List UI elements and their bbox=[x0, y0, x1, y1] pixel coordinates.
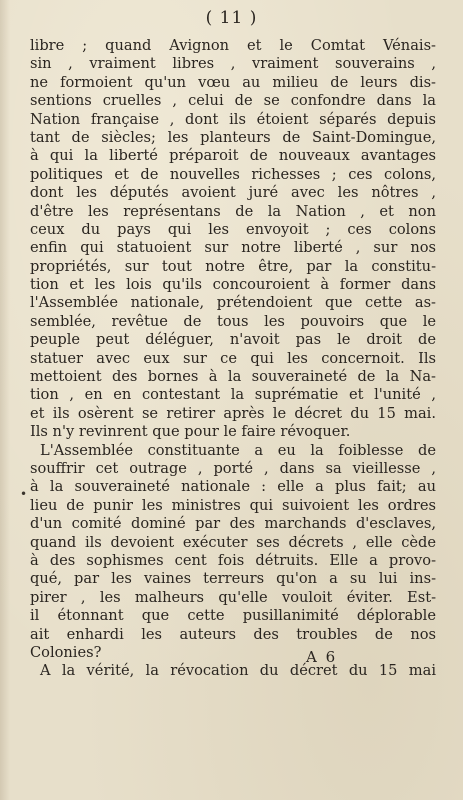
text-line: tion et les lois qu'ils concouroient à former dans bbox=[30, 276, 436, 294]
text-line: peuple peut déléguer, n'avoit pas le droit de bbox=[30, 331, 436, 349]
body-text bbox=[30, 37, 436, 681]
text-line: lieu de punir les ministres qui suivoient les ordres bbox=[30, 496, 436, 514]
text-line: pirer , les malheurs qu'elle vouloit éviter. Est- bbox=[30, 588, 436, 606]
text-line: il étonnant que cette pusillanimité déplorable bbox=[30, 607, 436, 625]
text-line: sin , vraiment libres , vraiment souverains , bbox=[30, 55, 436, 73]
text-line: et ils osèrent se retirer après le décret du 15 mai. bbox=[30, 404, 436, 422]
signature-mark: A 6 bbox=[306, 648, 338, 666]
text-line: tion , en en contestant la suprématie et l'unité , bbox=[30, 386, 436, 404]
text-line: L'Assemblée constituante a eu la foiblesse de bbox=[40, 441, 436, 459]
text-line: enfin qui statuoient sur notre liberté , sur nos bbox=[30, 239, 436, 257]
text-line: semblée, revêtue de tous les pouvoirs que le bbox=[30, 312, 436, 330]
text-line: ne formoient qu'un vœu au milieu de leurs dis- bbox=[30, 73, 436, 91]
text-line: d'un comité dominé par des marchands d'esclaves, bbox=[30, 515, 436, 533]
text-line: Colonies? bbox=[30, 643, 102, 661]
text-line: politiques et de nouvelles richesses ; ces colons, bbox=[30, 165, 436, 183]
text-line: à la souveraineté nationale : elle a plus fait; au bbox=[30, 478, 436, 496]
text-line: d'être les représentans de la Nation , et non bbox=[30, 202, 436, 220]
text-line: Nation française , dont ils étoient séparés depuis bbox=[30, 110, 436, 128]
text-line: à qui la liberté préparoit de nouveaux avantages bbox=[30, 147, 436, 165]
text-line: à des sophismes cent fois détruits. Elle a provo- bbox=[30, 551, 436, 569]
text-line: libre ; quand Avignon et le Comtat Vénais- bbox=[30, 37, 436, 54]
text-line: quand ils devoient exécuter ses décrets , elle cède bbox=[30, 533, 436, 551]
margin-mark: • bbox=[20, 487, 28, 501]
text-line: propriétés, sur tout notre être, par la constitu- bbox=[30, 257, 436, 275]
text-line: tant de siècles; les planteurs de Saint-Domingue, bbox=[30, 128, 436, 146]
text-line: ait enhardi les auteurs des troubles de nos bbox=[30, 625, 436, 643]
text-line: qué, par les vaines terreurs qu'on a su lui ins- bbox=[30, 570, 436, 588]
page-number: ( 11 ) bbox=[205, 8, 258, 28]
text-line: A la vérité, la révocation du décret du 15 mai bbox=[40, 662, 436, 680]
text-line: sentions cruelles , celui de se confondre dans la bbox=[30, 92, 436, 110]
text-line: l'Assemblée nationale, prétendoient que cette as- bbox=[30, 294, 436, 312]
text-line: souffrir cet outrage , porté , dans sa vieillesse , bbox=[30, 459, 436, 477]
text-line: ceux du pays qui les envoyoit ; ces colons bbox=[30, 220, 436, 238]
text-line: dont les députés avoient juré avec les nôtres , bbox=[30, 184, 436, 202]
text-line: Ils n'y revinrent que pour le faire révoquer. bbox=[30, 423, 351, 441]
text-line: statuer avec eux sur ce qui les concernoit. Ils bbox=[30, 349, 436, 367]
text-line: mettoient des bornes à la souveraineté de la Na- bbox=[30, 368, 436, 386]
